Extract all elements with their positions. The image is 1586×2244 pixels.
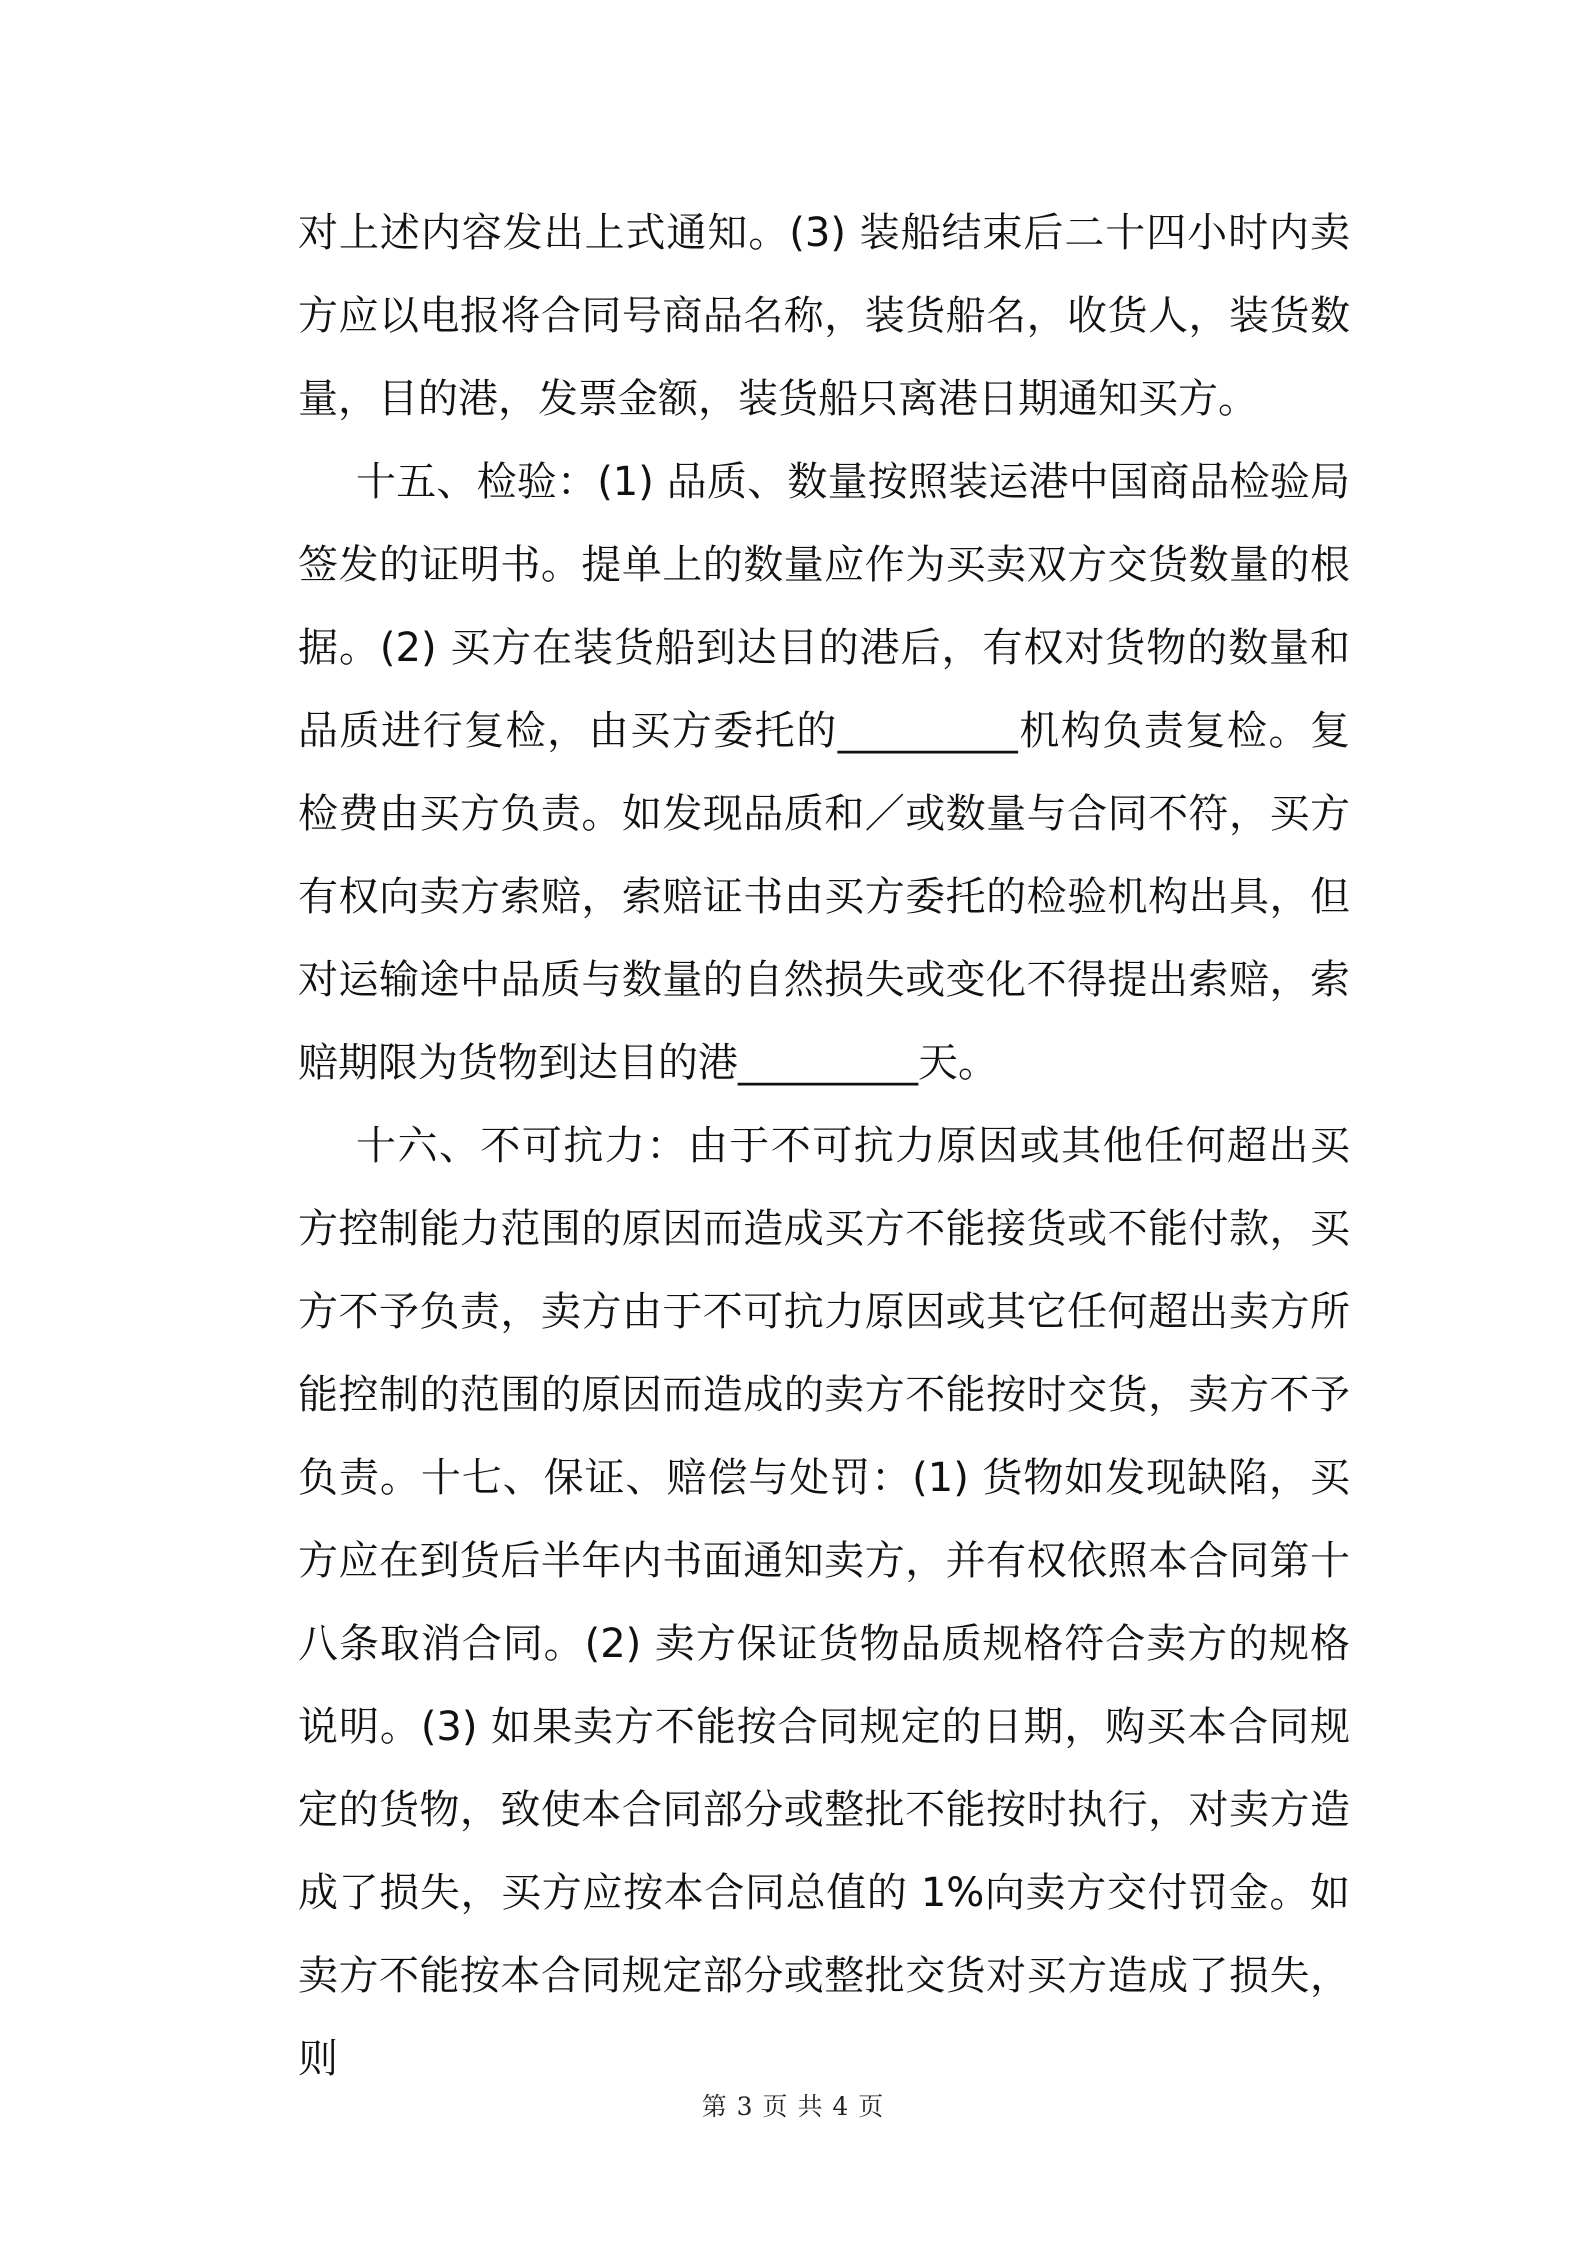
paragraph-clause-15-inspection: 十五、检验：(1) 品质、数量按照装运港中国商品检验局签发的证明书。提单上的数量应作为买卖双方交货数量的根据。(2) 买方在装货船到达目的港后，有权对货物的数量和品质进行复检，由买方委托的_________机构负责复检。复检费由买方负责。如发现品质和／或数量与合同不符，买方有权向卖方索赔，索赔证书由买方委托的检验机构出具，但对运输途中品质与数量的自然损失或变化不得提出索赔，索赔期限为货物到达目的港_________天。	[298, 459, 1350, 1086]
paragraph-clause-16-force-majeure: 十六、不可抗力：由于不可抗力原因或其他任何超出买方控制能力范围的原因而造成买方不能接货或不能付款，买方不予负责，卖方由于不可抗力原因或其它任何超出卖方所能控制的范围的原因而造成的卖方不能按时交货，卖方不予负责。十七、保证、赔偿与处罚：(1) 货物如发现缺陷，买方应在到货后半年内书面通知卖方，并有权依照本合同第十八条取消合同。(2) 卖方保证货物品质规格符合卖方的规格说明。(3) 如果卖方不能按合同规定的日期，购买本合同规定的货物，致使本合同部分或整批不能按时执行，对卖方造成了损失，买方应按本合同总值的 1%向卖方交付罚金。如卖方不能按本合同规定部分或整批交货对买方造成了损失，则	[298, 1123, 1350, 2082]
document-body	[298, 192, 1350, 2101]
paragraph-continuation: 对上述内容发出上式通知。(3) 装船结束后二十四小时内卖方应以电报将合同号商品名称，装货船名，收货人，装货数量，目的港，发票金额，装货船只离港日期通知买方。	[298, 210, 1350, 422]
page-number-footer: 第 3 页 共 4 页	[701, 2092, 885, 2121]
